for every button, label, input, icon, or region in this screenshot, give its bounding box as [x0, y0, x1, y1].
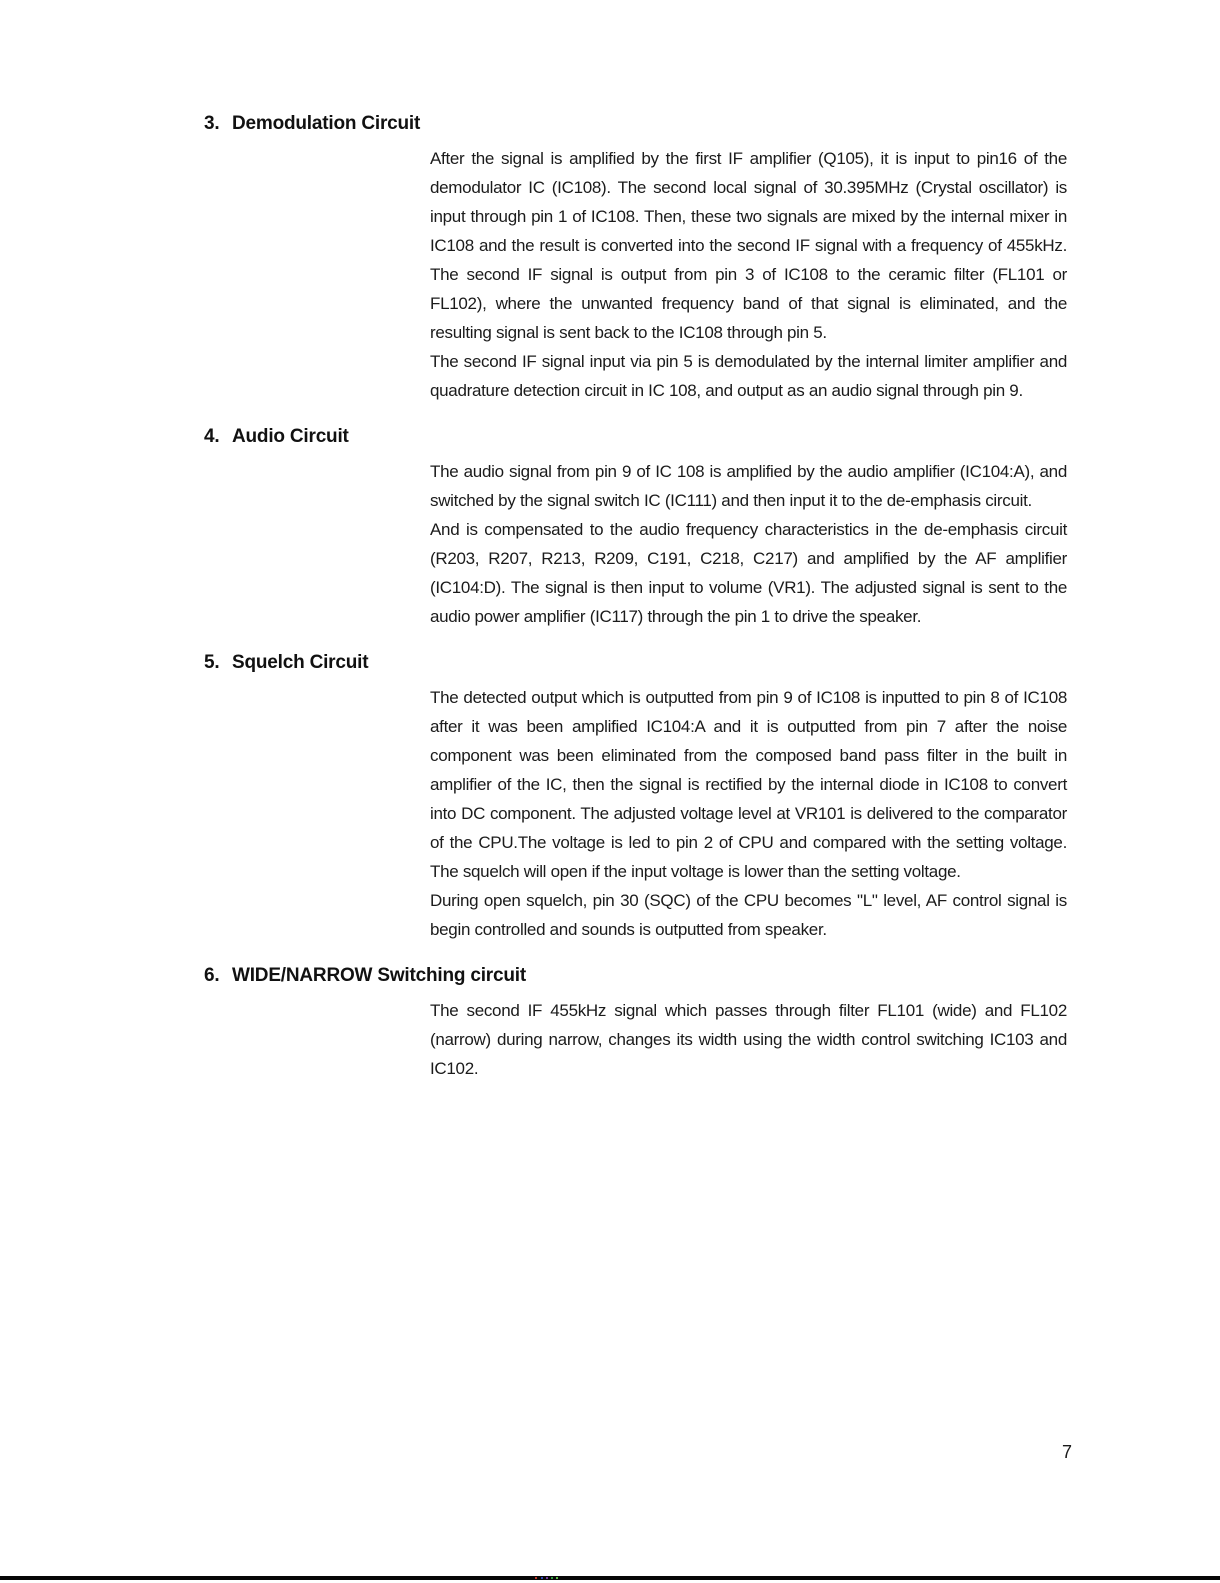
section-heading — [0, 426, 1220, 448]
section-title: WIDE/NARROW Switching circuit — [232, 965, 526, 986]
section-audio-circuit — [0, 426, 1220, 631]
section-number: 4. — [204, 426, 220, 447]
paragraph: The detected output which is outputted from pin 9 of IC108 is inputted to pin 8 of IC108 after it was been amplified IC104:A and it is outputted from pin 7 after the noise component was been eliminated from the composed band pass filter in the built in amplifier of the IC, then the signal is rectified by the internal diode in IC108 to convert into DC component. The adjusted voltage level at VR101 is delivered to the comparator of the CPU.The voltage is led to pin 2 of CPU and compared with the setting voltage. The squelch will open if the input voltage is lower than the setting voltage. — [430, 688, 1067, 881]
section-title: Squelch Circuit — [232, 652, 369, 673]
section-body — [430, 683, 1067, 944]
page-number: 7 — [1062, 1442, 1073, 1462]
section-title: Audio Circuit — [232, 426, 349, 447]
section-body — [430, 144, 1067, 405]
section-demodulation-circuit — [0, 113, 1220, 405]
section-number: 5. — [204, 652, 220, 673]
section-title: Demodulation Circuit — [232, 113, 421, 134]
scan-edge-bar — [0, 1576, 1220, 1580]
paragraph: And is compensated to the audio frequency characteristics in the de-emphasis circuit (R203, R207, R213, R209, C191, C218, C217) and amplified by the AF amplifier (IC104:D). The signal is then input to volume (VR1). The adjusted signal is sent to the audio power amplifier (IC117) through the pin 1 to drive the speaker. — [430, 520, 1067, 626]
section-number: 3. — [204, 113, 220, 134]
section-body — [430, 996, 1067, 1083]
paragraph: The second IF signal input via pin 5 is demodulated by the internal limiter amplifier and quadrature detection circuit in IC 108, and output as an audio signal through pin 9. — [430, 352, 1067, 400]
paragraph: During open squelch, pin 30 (SQC) of the CPU becomes "L" level, AF control signal is begin controlled and sounds is outputted from speaker. — [430, 891, 1067, 939]
section-wide-narrow-switching — [0, 965, 1220, 1083]
section-heading — [0, 113, 1220, 135]
section-body — [430, 457, 1067, 631]
paragraph: After the signal is amplified by the first IF amplifier (Q105), it is input to pin16 of the demodulator IC (IC108). The second local signal of 30.395MHz (Crystal oscillator) is input through pin 1 of IC108. Then, these two signals are mixed by the internal mixer in IC108 and the result is converted into the second IF signal with a frequency of 455kHz. The second IF signal is output from pin 3 of IC108 to the ceramic filter (FL101 or FL102), where the unwanted frequency band of that signal is eliminated, and the resulting signal is sent back to the IC108 through pin 5. — [430, 149, 1067, 342]
scan-noise-specks — [535, 1577, 537, 1579]
section-heading — [0, 965, 1220, 987]
section-number: 6. — [204, 965, 220, 986]
section-squelch-circuit — [0, 652, 1220, 944]
section-heading — [0, 652, 1220, 674]
paragraph: The audio signal from pin 9 of IC 108 is amplified by the audio amplifier (IC104:A), and switched by the signal switch IC (IC111) and then input it to the de-emphasis circuit. — [430, 462, 1067, 510]
paragraph: The second IF 455kHz signal which passes through filter FL101 (wide) and FL102 (narrow) during narrow, changes its width using the width control switching IC103 and IC102. — [430, 1001, 1067, 1078]
